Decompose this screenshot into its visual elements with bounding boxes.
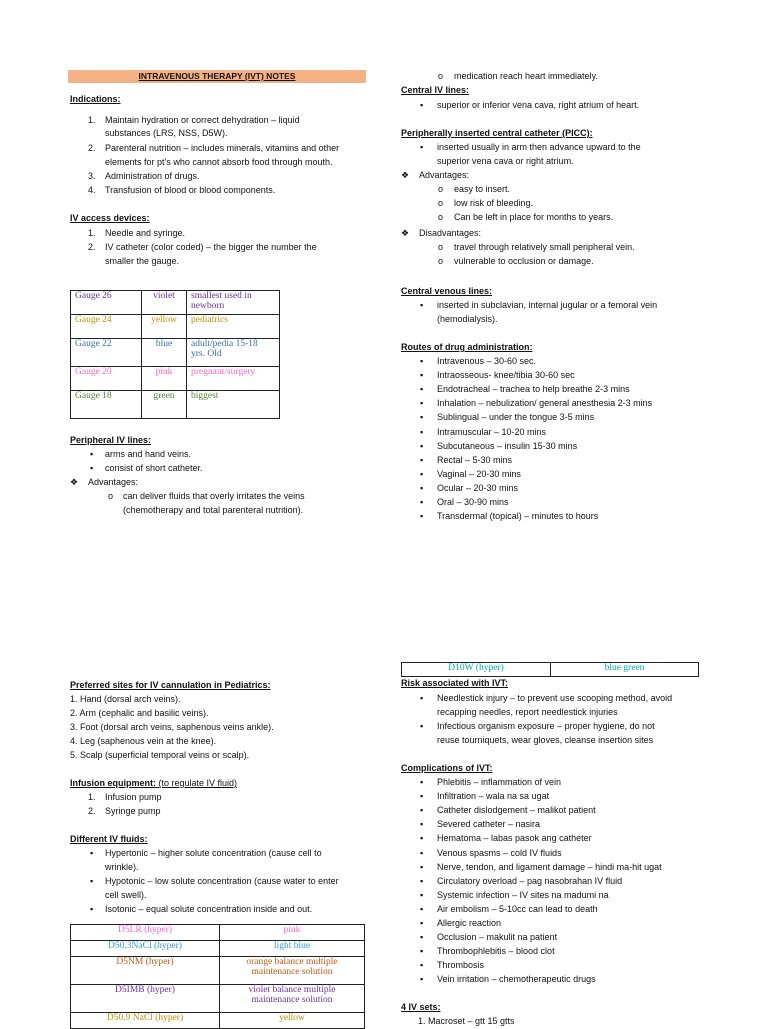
list-number: 4. bbox=[88, 185, 96, 195]
bullet-text: Thrombosis bbox=[437, 960, 485, 971]
bullet-icon: ▪ bbox=[90, 449, 94, 459]
bullet-text: Hypotonic – low solute concentration (cause water to enter bbox=[105, 876, 339, 886]
list-item: 3. Foot (dorsal arch veins, saphenous veins ankle). bbox=[70, 722, 274, 732]
gauge-cell: Gauge 22 bbox=[71, 339, 142, 367]
ivsets-heading: 4 IV sets: bbox=[401, 1002, 441, 1012]
bullet-text: Sublingual – under the tongue 3-5 mins bbox=[437, 412, 595, 423]
bullet-icon: ▪ bbox=[420, 918, 424, 928]
color-cell: yellow bbox=[142, 315, 187, 339]
page-title: INTRAVENOUS THERAPY (IVT) NOTES bbox=[68, 70, 366, 83]
list-item: 5. Scalp (superficial temporal veins or scalp). bbox=[70, 750, 250, 760]
gauge-cell: Gauge 26 bbox=[71, 291, 142, 315]
bullet-text: Intravenous – 30-60 sec. bbox=[437, 356, 537, 366]
bullet-icon: ▪ bbox=[420, 974, 424, 985]
bullet-icon: ▪ bbox=[420, 693, 424, 703]
color-cell: violet bbox=[142, 291, 187, 315]
list-item: Infusion pump bbox=[105, 792, 162, 802]
bullet-icon: ▪ bbox=[420, 777, 424, 787]
circle-bullet-icon: o bbox=[438, 71, 444, 81]
bullet-text: vulnerable to occlusion or damage. bbox=[454, 256, 594, 266]
fluids-heading: Different IV fluids: bbox=[70, 834, 148, 844]
bullet-text: (hemodialysis). bbox=[437, 314, 498, 324]
fluid-color-cell: yellow bbox=[220, 1013, 365, 1029]
bullet-icon: ▪ bbox=[420, 791, 424, 802]
bullet-icon: ▪ bbox=[420, 833, 424, 844]
peripheral-heading: Peripheral IV lines: bbox=[70, 435, 152, 445]
use-cell: pediatrics bbox=[187, 315, 280, 339]
bullet-text: Vaginal – 20-30 mins bbox=[437, 468, 521, 479]
fluid-name-cell: D5LR (hyper) bbox=[71, 925, 220, 941]
bullet-text: Air embolism – 5-10cc can lead to death bbox=[437, 903, 598, 914]
bullet-text: inserted in subclavian, internal jugular or a femoral vein bbox=[437, 300, 658, 310]
fluid-color-cell: pink bbox=[220, 925, 365, 941]
circle-bullet-icon: o bbox=[438, 198, 444, 208]
bullet-text: superior or inferior vena cava, right atrium of heart. bbox=[437, 100, 640, 110]
pediatric-heading: Preferred sites for IV cannulation in Pediatrics: bbox=[70, 680, 271, 690]
list-item: substances (LRS, NSS, D5W). bbox=[105, 128, 228, 138]
bullet-icon: ▪ bbox=[420, 847, 424, 858]
bullet-icon: ▪ bbox=[420, 370, 424, 381]
color-cell: pink bbox=[142, 367, 187, 391]
picc-heading: Peripherally inserted central catheter (PICC): bbox=[401, 128, 593, 138]
bullet-icon: ▪ bbox=[420, 889, 424, 900]
bullet-icon: ▪ bbox=[420, 142, 424, 152]
bullet-icon: ▪ bbox=[420, 932, 424, 943]
list-item: elements for pt’s who cannot absorb food through mouth. bbox=[105, 157, 333, 167]
list-number: 1. bbox=[88, 792, 96, 802]
list-number: 3. bbox=[88, 171, 96, 181]
bullet-text: Intraosseous- knee/tibia 30-60 sec bbox=[437, 370, 575, 381]
bullet-text: Venous spasms – cold IV fluids bbox=[437, 847, 562, 858]
routes-heading: Routes of drug administration: bbox=[401, 342, 533, 352]
bullet-text: consist of short catheter. bbox=[105, 463, 203, 473]
list-number: 1. bbox=[88, 115, 96, 125]
fluid-color-cell: orange balance multiple maintenance solution bbox=[220, 957, 365, 985]
bullet-text: easy to insert. bbox=[454, 184, 511, 194]
bullet-text: Advantages: bbox=[88, 477, 139, 487]
fluid-color-cell: light blue bbox=[220, 941, 365, 957]
list-item: Maintain hydration or correct dehydration – liquid bbox=[105, 115, 300, 125]
bullet-text: Occlusion – makulit na patient bbox=[437, 932, 558, 943]
bullet-icon: ▪ bbox=[420, 398, 424, 409]
fluid-name-cell: D50.9 NaCl (hyper) bbox=[71, 1013, 220, 1029]
bullet-icon: ▪ bbox=[420, 805, 424, 816]
bullet-text: Circulatory overload – pag nasobrahan IV fluid bbox=[437, 875, 623, 886]
list-item: 2. Arm (cephalic and basilic veins). bbox=[70, 708, 209, 718]
bullet-text: cell swell). bbox=[105, 890, 147, 900]
bullet-icon: ▪ bbox=[420, 300, 424, 310]
bullet-text: can deliver fluids that overly irritates the veins bbox=[123, 491, 305, 501]
bullet-text: Allergic reaction bbox=[437, 918, 502, 928]
table-row bbox=[71, 339, 280, 367]
bullet-icon: ▪ bbox=[420, 946, 424, 957]
cvl-heading: Central venous lines: bbox=[401, 286, 493, 296]
list-item: Transfusion of blood or blood components. bbox=[105, 185, 276, 195]
bullet-icon: ▪ bbox=[420, 468, 424, 479]
list-item: 4. Leg (saphenous vein at the knee). bbox=[70, 736, 217, 746]
bullet-text: (chemotherapy and total parenteral nutrition). bbox=[123, 505, 304, 515]
table-row bbox=[71, 391, 280, 419]
indications-heading: Indications: bbox=[70, 94, 121, 104]
fluid-name-cell: D5IMB (hyper) bbox=[71, 985, 220, 1013]
bullet-icon: ▪ bbox=[420, 903, 424, 914]
risk-heading: Risk associated with IVT: bbox=[401, 678, 509, 688]
gauge-cell: Gauge 18 bbox=[71, 391, 142, 419]
bullet-icon: ▪ bbox=[420, 412, 424, 423]
bullet-icon: ▪ bbox=[420, 875, 424, 886]
use-cell: pregnant/surgery bbox=[187, 367, 280, 391]
color-cell: green bbox=[142, 391, 187, 419]
bullet-text: Subcutaneous – insulin 15-30 mins bbox=[437, 440, 578, 451]
table-row bbox=[71, 925, 365, 941]
bullet-icon: ▪ bbox=[90, 904, 94, 914]
bullet-text: Thrombophlebitis – blood clot bbox=[437, 946, 555, 957]
bullet-icon: ▪ bbox=[90, 463, 94, 473]
bullet-icon: ▪ bbox=[420, 440, 424, 451]
bullet-text: Infiltration – wala na sa ugat bbox=[437, 791, 550, 802]
list-item: 1. Macroset – gtt 15 gtts bbox=[418, 1016, 515, 1026]
bullet-text: Needlestick injury – to prevent use scooping method, avoid bbox=[437, 693, 673, 703]
fluid-name-cell: D5NM (hyper) bbox=[71, 957, 220, 985]
bullet-text: low risk of bleeding. bbox=[454, 198, 534, 208]
table-row bbox=[71, 957, 365, 985]
table-row bbox=[71, 315, 280, 339]
fluid-color-cell: blue green bbox=[551, 663, 699, 677]
gauge-table bbox=[70, 290, 280, 419]
bullet-text: reuse tourniquets, wear gloves, cleanse insertion sites bbox=[437, 735, 654, 745]
bullet-icon: ▪ bbox=[90, 848, 94, 858]
bullet-text: Transdermal (topical) – minutes to hours bbox=[437, 511, 599, 522]
bullet-text: Phlebitis – inflammation of vein bbox=[437, 777, 562, 787]
bullet-text: Can be left in place for months to years. bbox=[454, 212, 614, 222]
list-item: Administration of drugs. bbox=[105, 171, 200, 181]
bullet-icon: ▪ bbox=[90, 876, 94, 886]
list-number: 2. bbox=[88, 806, 96, 816]
use-cell: biggest bbox=[187, 391, 280, 419]
bullet-icon: ▪ bbox=[420, 861, 424, 872]
bullet-text: Endotracheal – trachea to help breathe 2-3 mins bbox=[437, 384, 630, 395]
bullet-text: recapping needles, report needlestick injuries bbox=[437, 707, 618, 717]
central-heading: Central IV lines: bbox=[401, 85, 470, 95]
table-row bbox=[71, 985, 365, 1013]
bullet-text: Catheter dislodgement – malikot patient bbox=[437, 805, 596, 816]
list-item: Parenteral nutrition – includes minerals, vitamins and other bbox=[105, 143, 340, 153]
circle-bullet-icon: o bbox=[108, 491, 114, 501]
bullet-text: Oral – 30-90 mins bbox=[437, 497, 509, 507]
circle-bullet-icon: o bbox=[438, 242, 444, 252]
bullet-text: Advantages: bbox=[419, 170, 470, 180]
bullet-text: Vein irritation – chemotherapeutic drugs bbox=[437, 974, 596, 985]
list-item: smaller the gauge. bbox=[105, 256, 180, 266]
bullet-text: Infectious organism exposure – proper hygiene, do not bbox=[437, 721, 655, 731]
list-number: 2. bbox=[88, 242, 96, 252]
bullet-icon: ▪ bbox=[420, 482, 424, 493]
circle-bullet-icon: o bbox=[438, 212, 444, 222]
fluid-table bbox=[70, 924, 365, 1029]
diamond-bullet-icon: ❖ bbox=[401, 170, 410, 180]
table-row bbox=[71, 291, 280, 315]
bullet-text: Intramuscular – 10-20 mins bbox=[437, 426, 547, 437]
bullet-text: wrinkle). bbox=[105, 862, 139, 872]
d10w-table bbox=[401, 662, 699, 677]
use-cell: smallest used in newborn bbox=[187, 291, 280, 315]
gauge-cell: Gauge 24 bbox=[71, 315, 142, 339]
list-item: IV catheter (color coded) – the bigger the number the bbox=[105, 242, 317, 252]
table-row bbox=[71, 941, 365, 957]
bullet-icon: ▪ bbox=[420, 497, 424, 507]
bullet-text: Nerve, tendon, and ligament damage – hindi ma-hit ugat bbox=[437, 861, 662, 872]
bullet-text: arms and hand veins. bbox=[105, 449, 192, 459]
bullet-icon: ▪ bbox=[420, 100, 424, 110]
bullet-icon: ▪ bbox=[420, 721, 424, 731]
bullet-text: travel through relatively small peripheral vein. bbox=[454, 242, 635, 252]
bullet-text: Rectal – 5-30 mins bbox=[437, 454, 513, 465]
bullet-text: Inhalation – nebulization/ general anesthesia 2-3 mins bbox=[437, 398, 653, 409]
bullet-text: Hypertonic – higher solute concentration (cause cell to bbox=[105, 848, 322, 858]
bullet-text: superior vena cava or right atrium. bbox=[437, 156, 574, 166]
bullet-icon: ▪ bbox=[420, 384, 424, 395]
bullet-icon: ▪ bbox=[420, 511, 424, 522]
bullet-icon: ▪ bbox=[420, 960, 424, 971]
bullet-text: medication reach heart immediately. bbox=[454, 71, 598, 81]
table-row bbox=[71, 367, 280, 391]
list-item: 1. Hand (dorsal arch veins). bbox=[70, 694, 181, 704]
fluid-color-cell: violet balance multiple maintenance solution bbox=[220, 985, 365, 1013]
color-cell: blue bbox=[142, 339, 187, 367]
use-cell: adult/pedia 15-18 yrs. Old bbox=[187, 339, 280, 367]
list-number: 2. bbox=[88, 143, 96, 153]
table-row bbox=[402, 663, 699, 677]
circle-bullet-icon: o bbox=[438, 256, 444, 266]
bullet-icon: ▪ bbox=[420, 426, 424, 437]
bullet-text: Disadvantages: bbox=[419, 228, 482, 238]
list-item: Needle and syringe. bbox=[105, 228, 186, 238]
bullet-text: inserted usually in arm then advance upward to the bbox=[437, 142, 641, 152]
bullet-icon: ▪ bbox=[420, 356, 424, 366]
iv-access-heading: IV access devices: bbox=[70, 213, 150, 223]
fluid-name-cell: D50.3NaCl (hyper) bbox=[71, 941, 220, 957]
bullet-icon: ▪ bbox=[420, 454, 424, 465]
bullet-text: Severed catheter – nasira bbox=[437, 819, 541, 830]
gauge-cell: Gauge 20 bbox=[71, 367, 142, 391]
bullet-text: Hematoma – labas pasok ang catheter bbox=[437, 833, 592, 844]
diamond-bullet-icon: ❖ bbox=[70, 477, 79, 487]
circle-bullet-icon: o bbox=[438, 184, 444, 194]
bullet-text: Systemic infection – IV sites na madumi na bbox=[437, 889, 609, 900]
infusion-heading: Infusion equipment: (to regulate IV fluid) bbox=[70, 778, 238, 788]
fluid-name-cell: D10W (hyper) bbox=[402, 663, 551, 677]
list-item: Syringe pump bbox=[105, 806, 161, 816]
bullet-text: Isotonic – equal solute concentration inside and out. bbox=[105, 904, 313, 914]
list-number: 1. bbox=[88, 228, 96, 238]
complications-heading: Complications of IVT: bbox=[401, 763, 493, 773]
bullet-icon: ▪ bbox=[420, 819, 424, 830]
diamond-bullet-icon: ❖ bbox=[401, 228, 410, 238]
bullet-text: Ocular – 20-30 mins bbox=[437, 482, 519, 493]
table-row bbox=[71, 1013, 365, 1029]
